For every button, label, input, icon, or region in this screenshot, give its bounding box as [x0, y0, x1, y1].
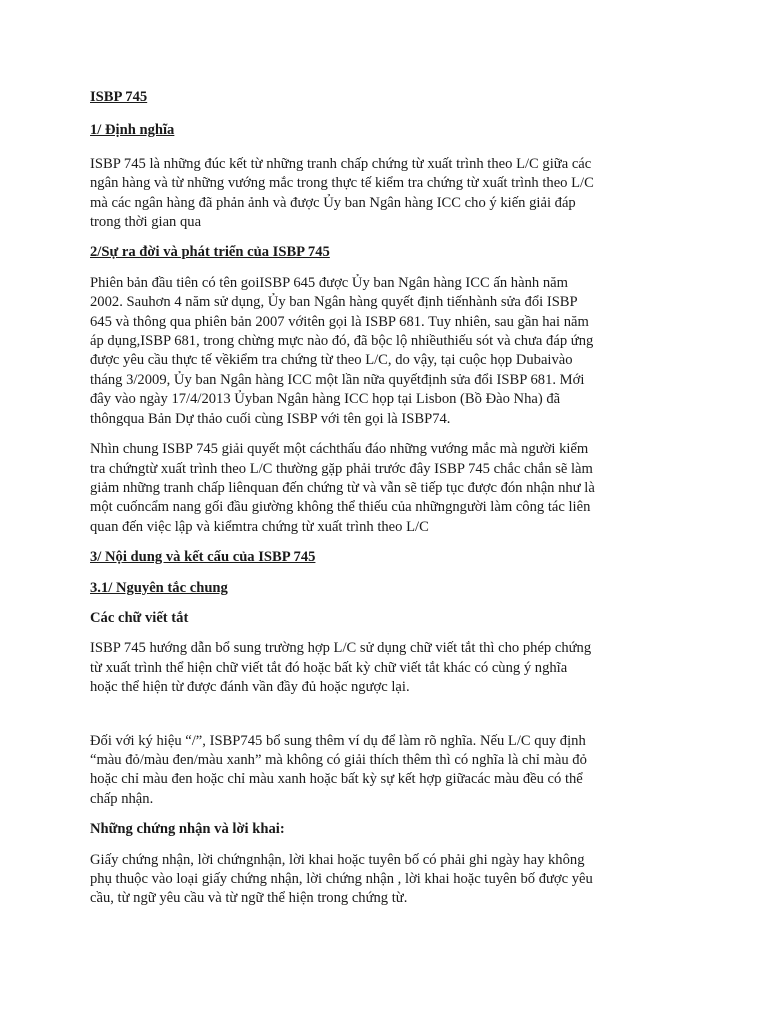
section-2-paragraph-2 [90, 440, 698, 537]
paragraph-line: Đối với ký hiệu “/”, ISBP745 bổ sung thêm ví dụ để làm rõ nghĩa. Nếu L/C quy định [90, 732, 586, 749]
section-2-heading: 2/Sự ra đời và phát triển của ISBP 745 [90, 244, 330, 261]
paragraph-line: Giấy chứng nhận, lời chứngnhận, lời khai hoặc tuyên bố có phải ghi ngày hay không [90, 851, 585, 868]
document-title: ISBP 745 [90, 89, 148, 105]
paragraph-line: mà các ngân hàng đã phản ảnh và được Ủy ban Ngân hàng ICC cho ý kiến giải đáp [90, 194, 576, 211]
paragraph-line: Nhìn chung ISBP 745 giải quyết một cáchthấu đáo những vướng mắc mà người kiểm [90, 441, 589, 458]
paragraph-line: hoặc thể hiện từ được đánh vần đầy đủ hoặc ngược lại. [90, 679, 410, 696]
paragraph-line: ISBP 745 hướng dẫn bổ sung trường hợp L/C sử dụng chữ viết tắt thì cho phép chứng [90, 640, 592, 657]
paragraph-line: trong thời gian qua [90, 214, 202, 231]
paragraph-line: cầu, từ ngữ yêu cầu và từ ngữ thể hiện trong chứng từ. [90, 890, 408, 907]
paragraph-line: đây vào ngày 17/4/2013 Ủyban Ngân hàng ICC họp tại Lisbon (Bồ Đào Nha) đã [90, 391, 561, 408]
abbreviations-heading: Các chữ viết tắt [90, 609, 189, 626]
paragraph-line: “màu đỏ/màu đen/màu xanh” mà không có giải thích thêm thì có nghĩa là chỉ màu đỏ [90, 751, 587, 768]
certificates-paragraph [90, 851, 698, 909]
paragraph-line: thôngqua Bản Dự thảo cuối cùng ISBP với tên gọi là ISBP74. [90, 410, 451, 427]
section-1-paragraph [90, 155, 698, 233]
certificates-heading: Những chứng nhận và lời khai: [90, 821, 285, 838]
paragraph-line: Phiên bản đầu tiên có tên goiISBP 645 được Ủy ban Ngân hàng ICC ấn hành năm [90, 274, 568, 291]
paragraph-line: ngân hàng và từ những vướng mắc trong thực tế kiểm tra chứng từ xuất trình theo L/C [90, 175, 594, 192]
abbreviations-paragraph [90, 639, 698, 697]
paragraph-line: tháng 3/2009, Ủy ban Ngân hàng ICC một lần nữa quyếtđịnh sửa đổi ISBP 681. Mới [90, 371, 585, 388]
section-3-1-heading: 3.1/ Nguyên tắc chung [90, 579, 228, 596]
paragraph-line: chấp nhận. [90, 790, 154, 807]
paragraph-line: 645 và thông qua phiên bản 2007 vớitên gọi là ISBP 681. Tuy nhiên, sau gần hai năm [90, 313, 589, 330]
paragraph-line: hoặc chỉ màu đen hoặc chỉ màu xanh hoặc bất kỳ sự kết hợp giữacác màu đều có thể [90, 771, 583, 788]
paragraph-line: giảm những tranh chấp liênquan đến chứng từ và vẫn sẽ tiếp tục được đón nhận như là [90, 479, 595, 496]
section-2-paragraph-1 [90, 274, 698, 429]
paragraph-line: áp dụng,ISBP 681, trong chừng mực nào đó, đã bộc lộ nhiềuthiếu sót và chưa đáp ứng [90, 333, 594, 350]
paragraph-line: từ xuất trình thể hiện chữ viết tắt đó hoặc bất kỳ chữ viết tắt khác có cùng ý nghĩa [90, 659, 568, 676]
section-3-heading: 3/ Nội dung và kết cấu của ISBP 745 [90, 549, 316, 566]
paragraph-line: tra chứngtừ xuất trình theo L/C thường gặp phải trước đây ISBP 745 chắc chắn sẽ làm [90, 460, 593, 477]
paragraph-line: được yêu cầu thực tế vềkiểm tra chứng từ theo L/C, do vậy, tại cuộc họp Dubaivào [90, 352, 573, 369]
paragraph-line: một cuốncẩm nang gối đầu giường không thể thiếu của nhữngngười làm công tác liên [90, 499, 591, 516]
paragraph-line: ISBP 745 là những đúc kết từ những tranh chấp chứng từ xuất trình theo L/C giữa các [90, 155, 592, 172]
slash-symbol-paragraph [90, 732, 698, 810]
paragraph-line: 2002. Sauhơn 4 năm sử dụng, Ủy ban Ngân hàng quyết định tiếnhành sửa đổi ISBP [90, 294, 578, 311]
paragraph-line: phụ thuộc vào loại giấy chứng nhận, lời chứng nhận , lời khai hoặc tuyên bố được yêu [90, 871, 593, 887]
paragraph-line: quan đến việc lập và kiểmtra chứng từ xuất trình theo L/C [90, 518, 429, 535]
section-1-heading: 1/ Định nghĩa [90, 122, 175, 139]
